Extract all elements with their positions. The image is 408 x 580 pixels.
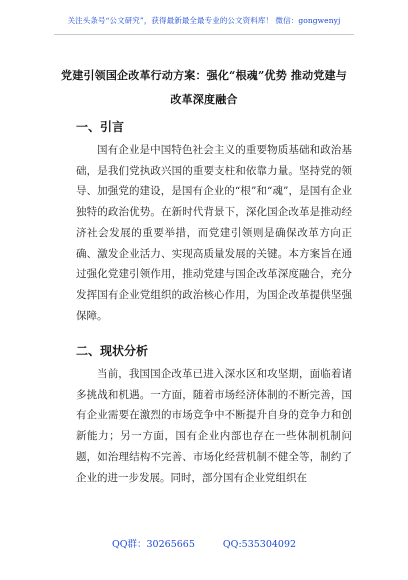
header-promo-note: 关注头条号“公文研究”，获得最新最全最专业的公文资料库！ 微信：gongwenyj [67, 16, 341, 25]
footer-contact [0, 536, 408, 550]
section-heading-introduction: 一、引言 [76, 120, 125, 134]
header-divider [54, 34, 354, 35]
section-body-introduction: 国有企业是中国特色社会主义的重要物质基础和政治基础，是我们党执政兴国的重要支柱和依靠力量。坚持党的领导、加强党的建设，是国有企业的“根”和“魂”，是国有企业独特的政治优势。在新时代背景下，深化国企改革是推动经济社会发展的重要举措，而党建引领则是确保改革方向正确、激发企业活力、实现高质量发展的关键。本方案旨在通过强化党建引领作用，推动党建与国企改革深度融合，充分发挥国有企业党组织的政治核心作用，为国企改革提供坚强保障。 [76, 144, 352, 322]
document-title: 党建引领国企改革行动方案：强化“根魂”优势 推动党建与改革深度融合 [61, 69, 347, 106]
section-body-status-analysis: 当前，我国国企改革已进入深水区和攻坚期，面临着诸多挑战和机遇。一方面，随着市场经济体制的不断完善，国有企业需要在激烈的市场竞争中不断提升自身的竞争力和创新能力；另一方面，国有企业内部也存在一些体制机制问题，如治理结构不完善、市场化经营机制不健全等，制约了企业的进一步发展。同时，部分国有企业党组织在 [76, 368, 352, 484]
footer-qq-number: QQ:535304092 [222, 539, 297, 550]
footer-qq-group: QQ群：30265665 [111, 539, 195, 550]
section-heading-status-analysis: 二、现状分析 [76, 344, 149, 358]
